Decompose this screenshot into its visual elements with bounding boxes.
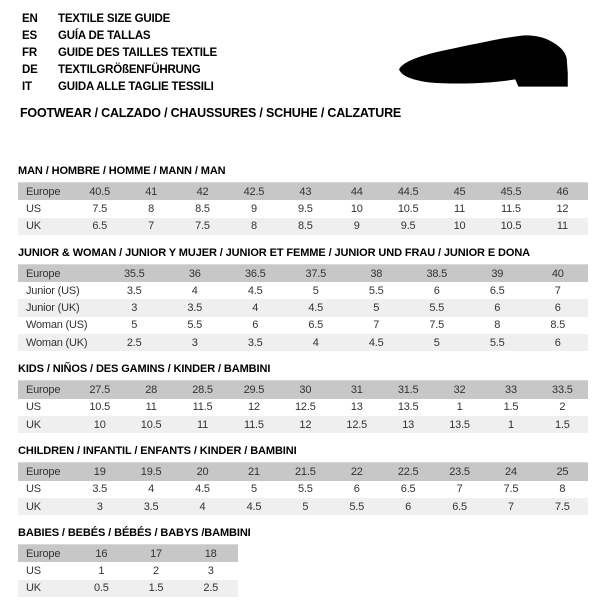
size-value: 17 [150,547,162,560]
size-value: 3 [191,336,198,349]
size-value: 7.5 [92,202,108,215]
language-title: GUÍA DE TALLAS [58,30,151,42]
table-row [18,580,238,597]
table-row [18,282,588,299]
size-value: 5 [312,284,319,297]
size-value: 44.5 [397,185,419,198]
size-value: 7 [507,500,514,513]
size-value: 4 [252,302,259,315]
size-table-section [18,363,600,433]
size-value: 24 [505,465,517,478]
size-value: 45 [453,185,466,198]
size-value: 31 [350,384,363,397]
size-value: 11 [454,202,466,215]
size-value: 6 [405,500,412,513]
size-value: 21.5 [295,465,316,478]
size-value: 6 [353,483,360,496]
size-value: 6.5 [452,500,467,513]
size-value: 3.5 [187,302,203,315]
language-code: DE [22,64,38,76]
size-value: 1 [98,565,105,578]
size-value: 12 [556,202,569,215]
dress-shoe-icon [396,33,576,95]
size-value: 7 [148,220,155,233]
size-value: 2.5 [126,336,142,349]
size-value: 6 [554,302,561,315]
size-value: 12.5 [295,401,316,414]
row-label: Europe [26,267,61,280]
size-value: 28.5 [192,384,213,397]
size-value: 35.5 [123,267,145,280]
size-value: 8 [250,220,257,233]
size-value: 1.5 [555,418,570,431]
row-label: Europe [26,547,61,560]
size-value: 5 [433,336,440,349]
size-value: 28 [145,384,158,397]
size-value: 6.5 [400,483,416,496]
size-value: 3 [207,565,214,578]
language-title: TEXTILGRÖßENFÜHRUNG [58,64,201,76]
row-label: US [26,565,41,578]
size-value: 9 [353,220,360,233]
size-value: 36 [188,267,201,280]
size-table-section [18,527,600,597]
size-value: 12.5 [346,418,368,431]
size-value: 33 [505,384,517,397]
size-table [18,544,238,597]
size-value: 10 [350,202,363,215]
size-value: 6.5 [489,284,505,297]
size-value: 1 [507,418,514,431]
size-value: 10 [93,418,106,431]
row-label: UK [26,582,41,595]
size-value: 1.5 [148,582,164,595]
table-row [18,544,238,562]
size-value: 5 [131,319,138,332]
size-value: 1.5 [503,401,519,414]
size-value: 3.5 [126,284,142,297]
size-value: 10 [453,220,466,233]
size-value: 2 [559,401,566,414]
table-row [18,416,588,433]
size-table-section [18,247,600,351]
size-value: 32 [453,384,466,397]
size-value: 2.5 [203,582,219,595]
table-row [18,462,588,480]
size-value: 11.5 [192,401,213,414]
size-value: 19.5 [140,465,162,478]
row-label: Europe [26,185,61,198]
size-value: 7.5 [195,220,210,233]
size-value: 11 [556,220,568,233]
size-value: 18 [204,547,217,560]
row-label: US [26,401,41,414]
size-value: 4.5 [368,336,384,349]
row-label: UK [26,418,41,431]
row-label: Woman (US) [26,319,88,332]
size-value: 45.5 [500,185,522,198]
size-value: 10.5 [140,418,162,431]
size-value: 19 [93,465,106,478]
size-value: 10.5 [397,202,419,215]
language-title: GUIDA ALLE TAGLIE TESSILI [58,81,214,93]
size-value: 37.5 [305,267,327,280]
size-table [18,182,588,235]
language-code: EN [22,13,38,25]
row-label: US [26,202,41,215]
table-row [18,182,588,200]
size-value: 1 [456,401,463,414]
size-value: 38 [370,267,383,280]
table-row [18,317,588,334]
table-title: MAN / HOMBRE / HOMME / MANN / MAN [18,165,226,177]
table-row [18,200,588,217]
size-value: 4.5 [246,500,262,513]
size-value: 43 [299,185,312,198]
size-value: 3 [131,302,138,315]
size-value: 4 [191,284,198,297]
language-code: FR [22,47,37,59]
size-value: 36.5 [244,267,266,280]
size-value: 5.5 [349,500,365,513]
row-label: UK [26,220,41,233]
size-value: 31.5 [397,384,419,397]
size-value: 5 [302,500,309,513]
size-value: 9.5 [297,202,313,215]
size-value: 5.5 [429,302,445,315]
table-title: CHILDREN / INFANTIL / ENFANTS / KINDER / BAMBINI [18,445,297,458]
size-value: 6 [554,336,561,349]
size-value: 33.5 [552,384,573,397]
size-table [18,380,588,433]
size-value: 6 [252,319,259,332]
size-value: 44 [350,185,363,198]
size-value: 8 [494,319,501,332]
table-title: KIDS / NIÑOS / DES GAMINS / KINDER / BAMBINI [18,363,271,376]
size-value: 22 [350,465,363,478]
size-value: 4.5 [247,284,263,297]
size-value: 3 [96,500,103,513]
table-row [18,498,588,515]
size-value: 42 [196,185,209,198]
table-row [18,481,588,498]
size-value: 2 [153,565,159,578]
language-title: GUIDE DES TAILLES TEXTILE [58,47,217,59]
size-value: 6 [494,302,501,315]
size-value: 8.5 [195,202,210,215]
page-header [0,0,600,96]
size-value: 40 [551,267,564,280]
size-value: 7 [456,483,463,496]
size-value: 8.5 [297,220,313,233]
language-title: TEXTILE SIZE GUIDE [58,13,171,25]
size-value: 8 [559,483,566,496]
size-value: 12 [299,418,312,431]
size-value: 6.5 [308,319,324,332]
table-row [18,218,588,235]
size-table [18,462,588,515]
size-value: 11 [145,401,157,414]
row-label: Woman (UK) [26,336,88,349]
size-value: 23.5 [449,465,470,478]
size-value: 29.5 [243,384,265,397]
size-value: 5.5 [297,483,313,496]
size-value: 8 [148,202,155,215]
size-value: 27.5 [89,384,110,397]
table-row [18,399,588,416]
size-value: 22.5 [397,465,419,478]
size-table-section [18,445,600,515]
language-row [22,11,600,28]
size-value: 10.5 [89,401,110,414]
size-value: 13 [350,401,363,414]
size-value: 13 [402,418,415,431]
table-row [18,334,588,351]
size-value: 5.5 [489,336,505,349]
size-value: 9 [250,202,257,215]
row-label: UK [26,500,41,513]
size-value: 9.5 [400,220,416,233]
size-value: 5 [373,302,380,315]
size-value: 13.5 [449,418,470,431]
row-label: Junior (UK) [26,302,80,315]
size-value: 30 [299,384,312,397]
size-table-section [18,165,600,235]
row-label: Europe [26,465,61,478]
size-value: 4.5 [195,483,210,496]
size-value: 38.5 [426,267,448,280]
table-row [18,299,588,316]
size-value: 8.5 [550,319,566,332]
table-row [18,380,588,398]
size-value: 4 [312,336,319,349]
size-value: 3.5 [92,483,108,496]
size-value: 6.5 [92,220,108,233]
table-row [18,562,238,579]
size-value: 40.5 [89,185,110,198]
size-tables [18,165,600,597]
size-value: 16 [95,547,108,560]
size-value: 12 [248,401,260,414]
size-value: 3.5 [143,500,159,513]
size-value: 11.5 [244,418,264,431]
size-value: 7 [373,319,380,332]
language-code: ES [22,30,37,42]
size-value: 20 [196,465,209,478]
category-header: FOOTWEAR / CALZADO / CHAUSSURES / SCHUHE / CALZATURE [20,106,402,120]
table-title: BABIES / BEBÉS / BÉBÉS / BABYS /BAMBINI [18,527,251,540]
size-value: 7 [554,284,561,297]
size-value: 13.5 [397,401,419,414]
table-row [18,264,588,282]
size-value: 42.5 [243,185,265,198]
size-table [18,264,588,351]
size-value: 7.5 [429,319,445,332]
row-label: Europe [26,384,61,397]
size-value: 21 [248,465,260,478]
size-value: 41 [145,185,158,198]
table-title: JUNIOR & WOMAN / JUNIOR Y MUJER / JUNIOR ET FEMME / JUNIOR UND FRAU / JUNIOR E DONA [18,246,531,259]
size-value: 4.5 [308,302,324,315]
size-value: 4 [148,483,155,496]
row-label: US [26,483,41,496]
size-value: 6 [433,284,440,297]
size-value: 5.5 [368,284,384,297]
size-value: 11.5 [501,202,521,215]
size-value: 10.5 [500,220,522,233]
size-value: 0.5 [93,582,109,595]
language-code: IT [22,81,32,93]
size-value: 7.5 [555,500,570,513]
size-value: 11 [197,418,209,431]
size-value: 5 [250,483,257,496]
row-label: Junior (US) [26,284,80,297]
size-value: 3.5 [247,336,263,349]
size-value: 5.5 [187,319,203,332]
size-value: 39 [491,267,504,280]
size-value: 7.5 [503,483,519,496]
size-value: 4 [199,500,206,513]
size-value: 25 [556,465,569,478]
size-value: 46 [556,185,569,198]
